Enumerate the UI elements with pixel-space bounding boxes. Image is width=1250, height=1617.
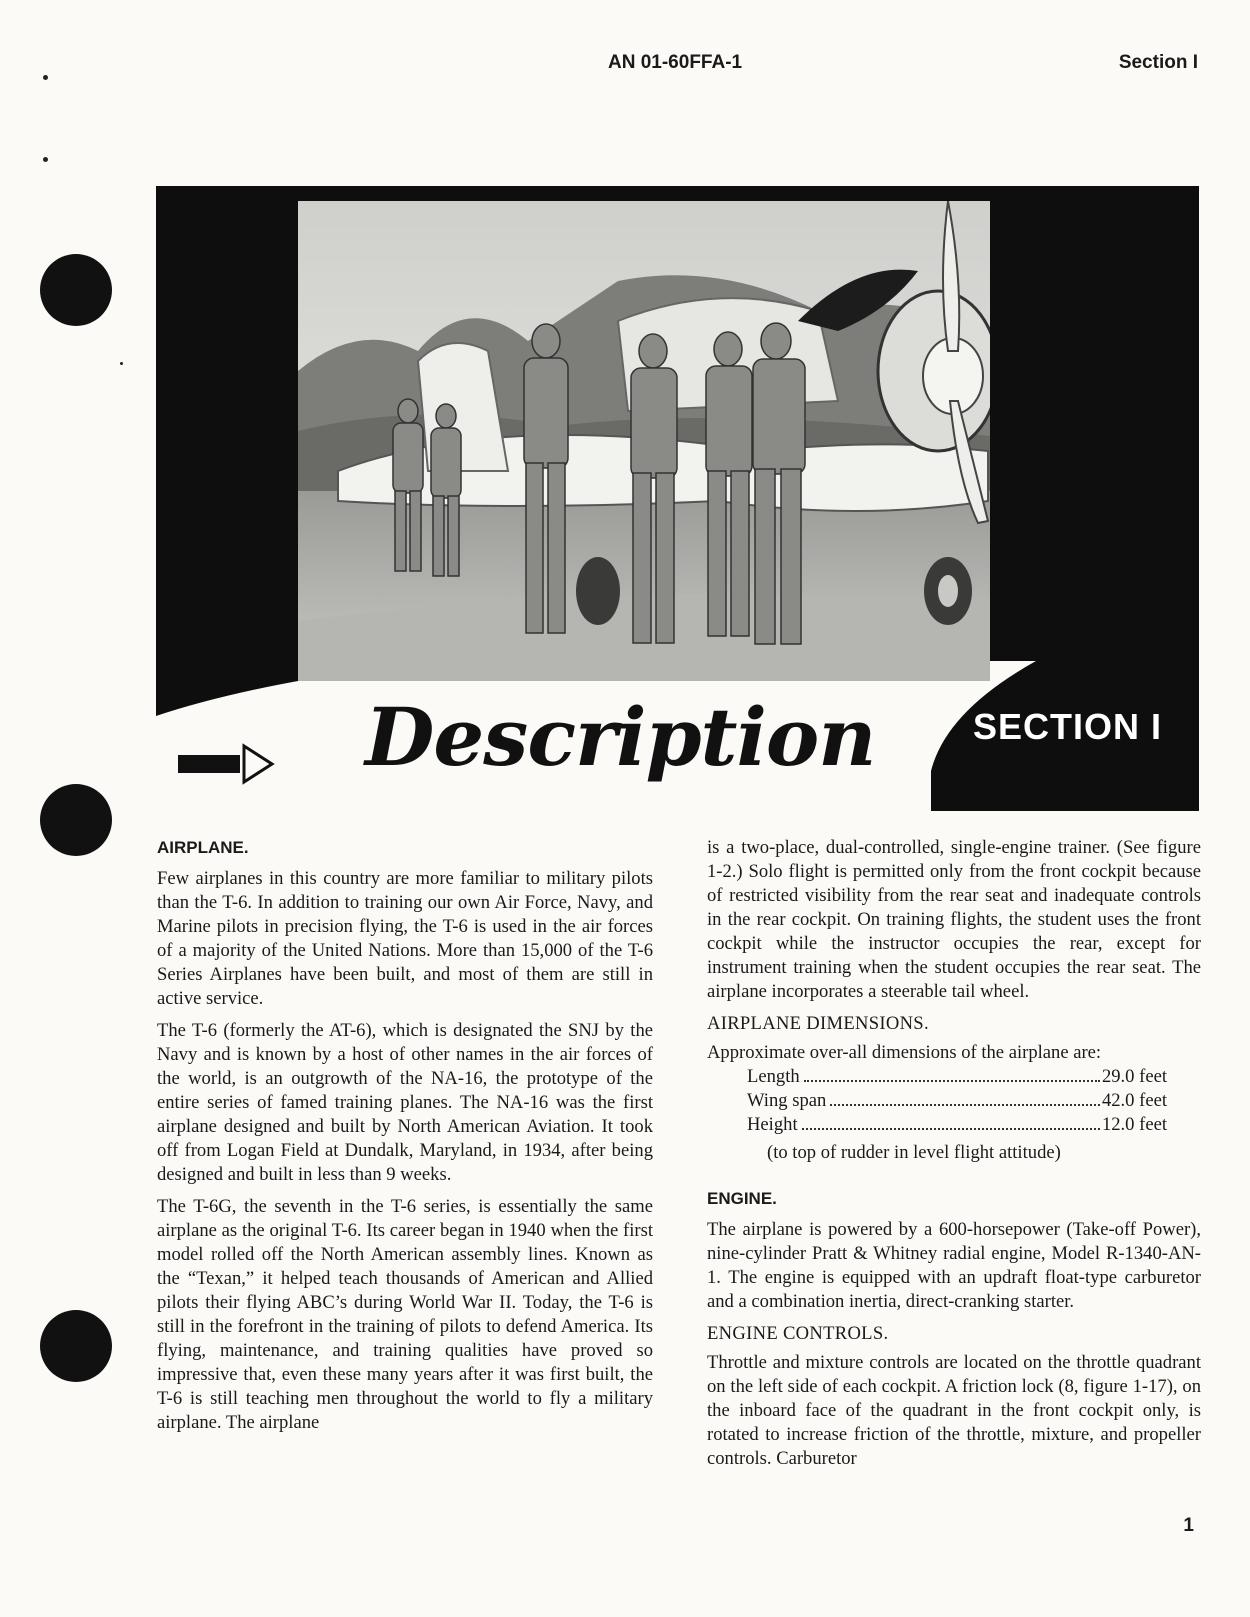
left-column bbox=[157, 836, 653, 1443]
speck bbox=[43, 75, 48, 80]
leader-dots bbox=[830, 1104, 1100, 1106]
dimension-label: Length bbox=[747, 1066, 800, 1087]
punch-hole-middle bbox=[40, 784, 112, 856]
paragraph: Few airplanes in this country are more familiar to military pilots than the T-6. In addition to training our own Air Force, Navy, and Marine pilots in precision flying, the T-6 is used in the air forces of a majority of the United Nations. More than 15,000 of the T-6 Series Airplanes have been built, and most of them are still in active service. bbox=[157, 868, 653, 1009]
section-badge: SECTION I bbox=[973, 706, 1163, 747]
arrow-right-icon bbox=[178, 742, 276, 786]
leader-dots bbox=[804, 1080, 1100, 1082]
airplane-illustration bbox=[298, 201, 990, 681]
dimension-value: 42.0 feet bbox=[1101, 1090, 1167, 1111]
paragraph: Throttle and mixture controls are located on the throttle quadrant on the left side of each cockpit. A friction lock (8, figure 1-17), on the inboard face of the quadrant in the front cockpit only, is rotated to increase friction of the throttle, mixture, and propeller controls. Carburetor bbox=[707, 1352, 1201, 1469]
dimension-row bbox=[747, 1113, 1167, 1137]
right-column bbox=[707, 836, 1201, 1479]
dimensions-intro: Approximate over-all dimensions of the airplane are: bbox=[707, 1042, 1102, 1063]
paragraph: The T-6 (formerly the AT-6), which is designated the SNJ by the Navy and is known by a host of other names in the air forces of the world, is an outgrowth of the NA-16, the prototype of the entire series of famed training planes. The NA-16 was the first airplane designed and built by North American Aviation. It took off from Logan Field at Dundalk, Maryland, in 1934, after being designed and built in less than 9 weeks. bbox=[157, 1020, 653, 1185]
paragraph: The T-6G, the seventh in the T-6 series, is essentially the same airplane as the original T-6. Its career began in 1940 when the first model rolled off the North American assembly lines. Known as the “Texan,” it helped teach thousands of American and Allied pilots their flying ABC’s during World War II. Today, the T-6 is still in the forefront in the training of pilots to defend America. Its flying, maintenance, and training qualities have proved so impressive that, even these many years after it was first built, the T-6 is still teaching men throughout the world to fly a military airplane. The airplane bbox=[157, 1196, 653, 1433]
engine-heading: ENGINE. bbox=[707, 1189, 777, 1208]
engine-controls-heading: ENGINE CONTROLS. bbox=[707, 1323, 889, 1344]
dimension-row bbox=[747, 1089, 1167, 1113]
speck bbox=[120, 362, 123, 365]
leader-dots bbox=[802, 1128, 1100, 1130]
dimension-row bbox=[747, 1065, 1167, 1089]
paragraph: is a two-place, dual-controlled, single-engine trainer. (See figure 1-2.) Solo flight is permitted only from the front cockpit because of restricted visibility from the rear seat and inadequate controls in the rear cockpit. On training flights, the student uses the front cockpit while the instructor occupies the rear, except for instrument training when the student occupies the rear seat. The airplane incorporates a steerable tail wheel. bbox=[707, 837, 1201, 1002]
speck bbox=[43, 157, 48, 162]
punch-hole-top bbox=[40, 254, 112, 326]
dimension-label: Wing span bbox=[747, 1090, 827, 1111]
dimensions-heading: AIRPLANE DIMENSIONS. bbox=[707, 1013, 929, 1034]
dimension-value: 12.0 feet bbox=[1101, 1114, 1167, 1135]
running-section-label: Section I bbox=[1118, 52, 1198, 73]
document-number: AN 01-60FFA-1 bbox=[608, 52, 743, 73]
paragraph: The airplane is powered by a 600-horsepower (Take-off Power), nine-cylinder Pratt & Whitney radial engine, Model R-1340-AN-1. The engine is equipped with an updraft float-type carburetor and a combination inertia, direct-cranking starter. bbox=[707, 1219, 1201, 1312]
punch-hole-bottom bbox=[40, 1310, 112, 1382]
dimensions-list bbox=[747, 1065, 1167, 1137]
airplane-heading: AIRPLANE. bbox=[157, 838, 249, 857]
page-number: 1 bbox=[1183, 1515, 1194, 1536]
dimension-label: Height bbox=[747, 1114, 798, 1135]
page-title: Description bbox=[365, 690, 876, 784]
dimensions-note: (to top of rudder in level flight attitude) bbox=[767, 1142, 1061, 1163]
dimension-value: 29.0 feet bbox=[1101, 1066, 1167, 1087]
